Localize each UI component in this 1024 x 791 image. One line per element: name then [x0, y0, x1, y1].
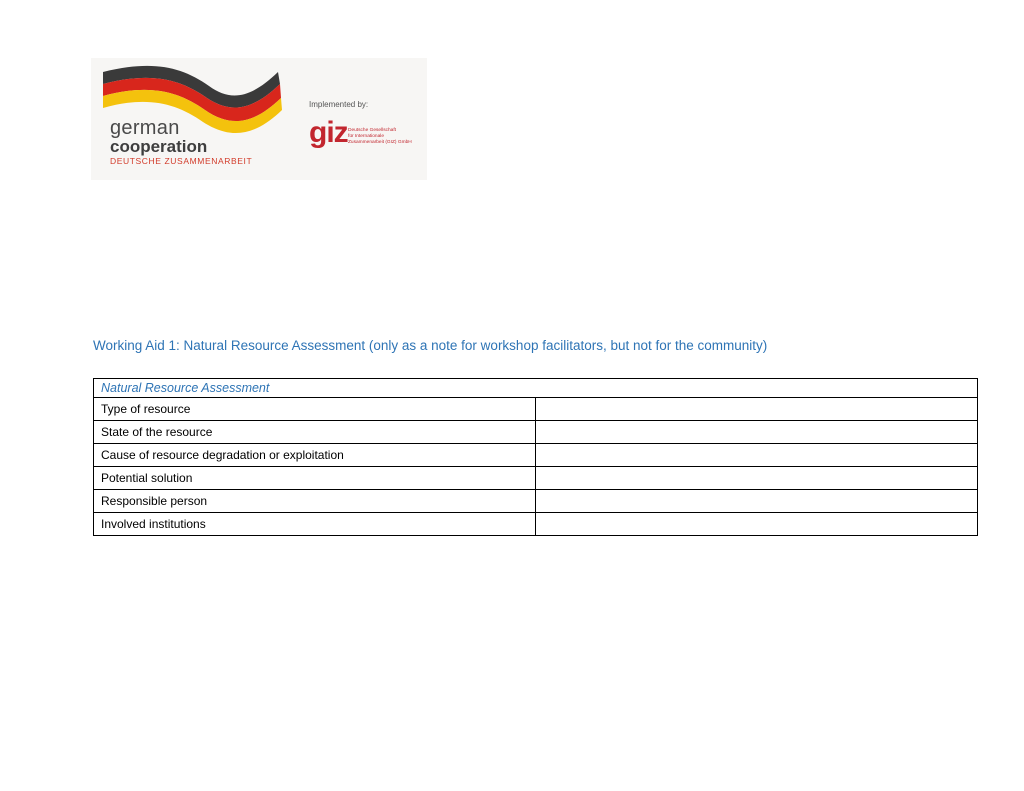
table-row [94, 444, 978, 467]
giz-desc-line: für Internationale [348, 133, 385, 139]
giz-desc-line: Deutsche Gesellschaft [348, 128, 396, 133]
row-value-cell [536, 513, 978, 536]
row-value-cell [536, 444, 978, 467]
natural-resource-assessment-table [93, 378, 978, 536]
table-row [94, 513, 978, 536]
german-cooperation-giz-logo [91, 58, 427, 180]
table-row [94, 421, 978, 444]
implemented-by-label: Implemented by: [309, 100, 369, 109]
giz-desc-line: Zusammenarbeit (GIZ) GmbH [348, 139, 412, 145]
row-label: Cause of resource degradation or exploitation [94, 444, 536, 467]
table-row [94, 398, 978, 421]
table-row [94, 467, 978, 490]
row-value-cell [536, 490, 978, 513]
row-value-cell [536, 421, 978, 444]
working-aid-heading: Working Aid 1: Natural Resource Assessment (only as a note for workshop facilitators, but not for the community) [93, 338, 768, 353]
table-title: Natural Resource Assessment [94, 379, 978, 398]
row-label: Involved institutions [94, 513, 536, 536]
row-value-cell [536, 398, 978, 421]
row-label: Responsible person [94, 490, 536, 513]
giz-description [348, 128, 428, 146]
table-row [94, 490, 978, 513]
deutsche-zusammenarbeit-wordmark: DEUTSCHE ZUSAMMENARBEIT [110, 156, 253, 166]
giz-logo-mark: giz [309, 116, 348, 149]
row-label: State of the resource [94, 421, 536, 444]
row-value-cell [536, 467, 978, 490]
german-wordmark: german [110, 117, 180, 139]
cooperation-wordmark: cooperation [110, 137, 208, 156]
table-header-row [94, 379, 978, 398]
row-label: Type of resource [94, 398, 536, 421]
row-label: Potential solution [94, 467, 536, 490]
